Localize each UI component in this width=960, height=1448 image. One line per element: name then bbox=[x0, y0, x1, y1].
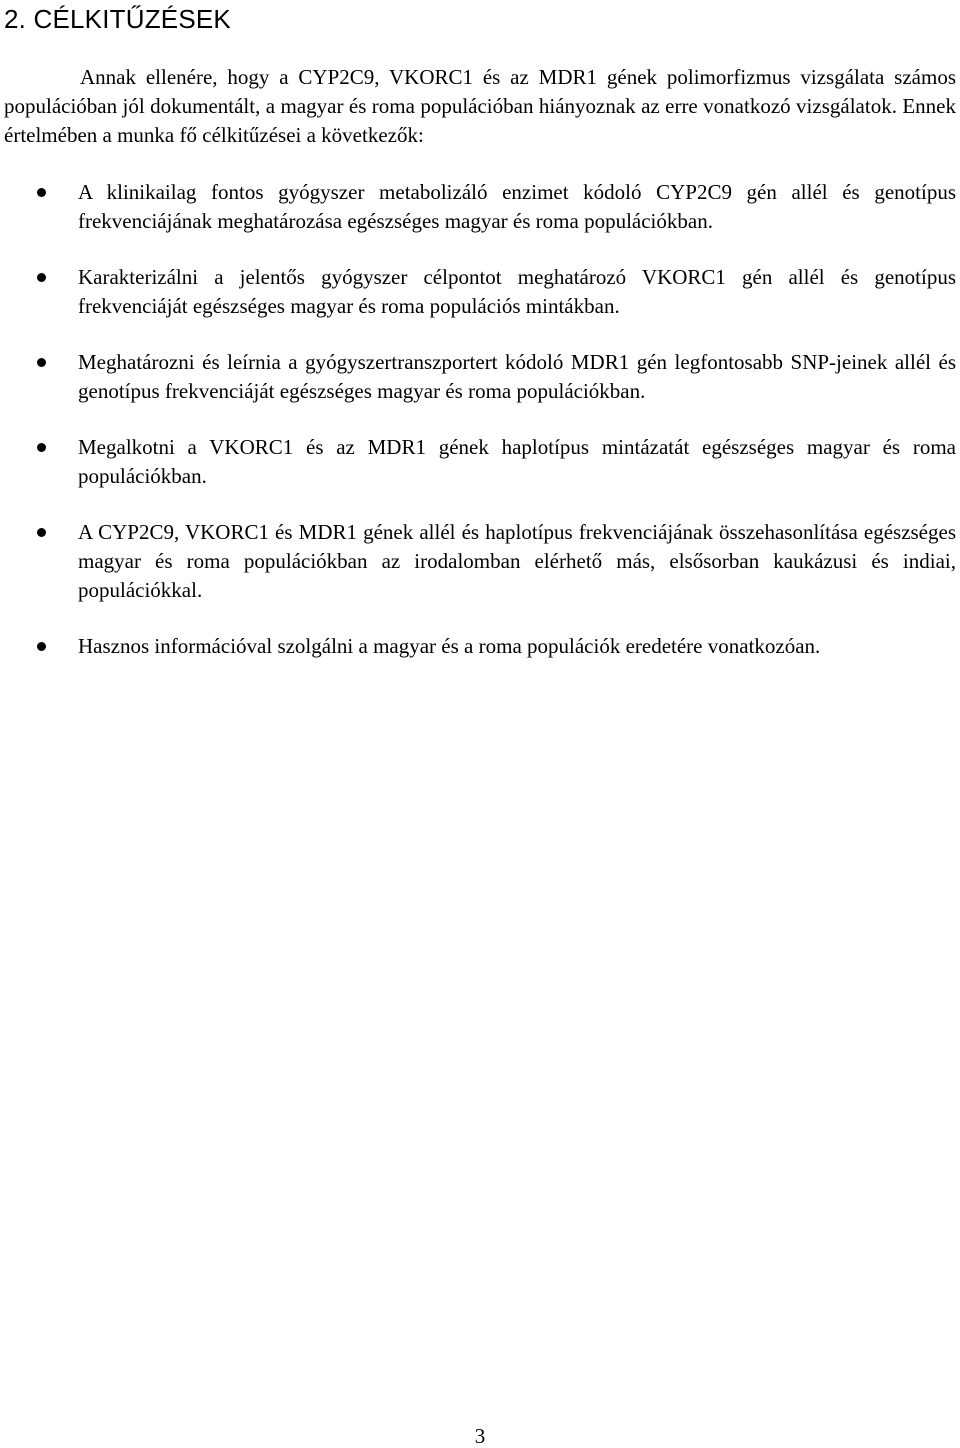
bullet-icon bbox=[37, 273, 46, 282]
bullet-icon bbox=[37, 528, 46, 537]
objective-item bbox=[0, 348, 960, 406]
page-number: 3 bbox=[474, 1424, 486, 1448]
objective-text: Hasznos információval szolgálni a magyar és a roma populációk eredetére vonatkozóan. bbox=[78, 634, 821, 658]
objective-item bbox=[0, 178, 960, 236]
objective-item bbox=[0, 632, 960, 661]
objective-text: Megalkotni a VKORC1 és az MDR1 gének haplotípus mintázatát egészséges magyar és roma populációkban. bbox=[78, 435, 956, 488]
bullet-icon bbox=[37, 358, 46, 367]
objective-item bbox=[0, 263, 960, 321]
objective-text: Karakterizálni a jelentős gyógyszer célpontot meghatározó VKORC1 gén allél és genotípus frekvenciáját egészséges magyar és roma populációs mintákban. bbox=[78, 265, 956, 318]
objective-text: Meghatározni és leírnia a gyógyszertranszportert kódoló MDR1 gén legfontosabb SNP-jeinek allél és genotípus frekvenciáját egészséges magyar és roma populációkban. bbox=[78, 350, 956, 403]
intro-paragraph: Annak ellenére, hogy a CYP2C9, VKORC1 és az MDR1 gének polimorfizmus vizsgálata számos populációban jól dokumentált, a magyar és roma populációban hiányoznak az erre vonatkozó vizsgálatok. Ennek értelmében a munka fő célkitűzései a következők: bbox=[4, 65, 956, 147]
objective-item bbox=[0, 433, 960, 491]
objective-text: A klinikailag fontos gyógyszer metabolizáló enzimet kódoló CYP2C9 gén allél és genotípus frekvenciájának meghatározása egészséges magyar és roma populációkban. bbox=[78, 180, 956, 233]
bullet-icon bbox=[37, 188, 46, 197]
objectives-list bbox=[0, 178, 960, 688]
objective-item bbox=[0, 518, 960, 605]
bullet-icon bbox=[37, 443, 46, 452]
objective-text: A CYP2C9, VKORC1 és MDR1 gének allél és haplotípus frekvenciájának összehasonlítása egészséges magyar és roma populációkban az irodalomban elérhető más, elsősorban kaukázusi és indiai, populációkkal. bbox=[78, 520, 956, 602]
bullet-icon bbox=[37, 642, 46, 651]
chapter-heading: 2. CÉLKITŰZÉSEK bbox=[4, 4, 231, 34]
